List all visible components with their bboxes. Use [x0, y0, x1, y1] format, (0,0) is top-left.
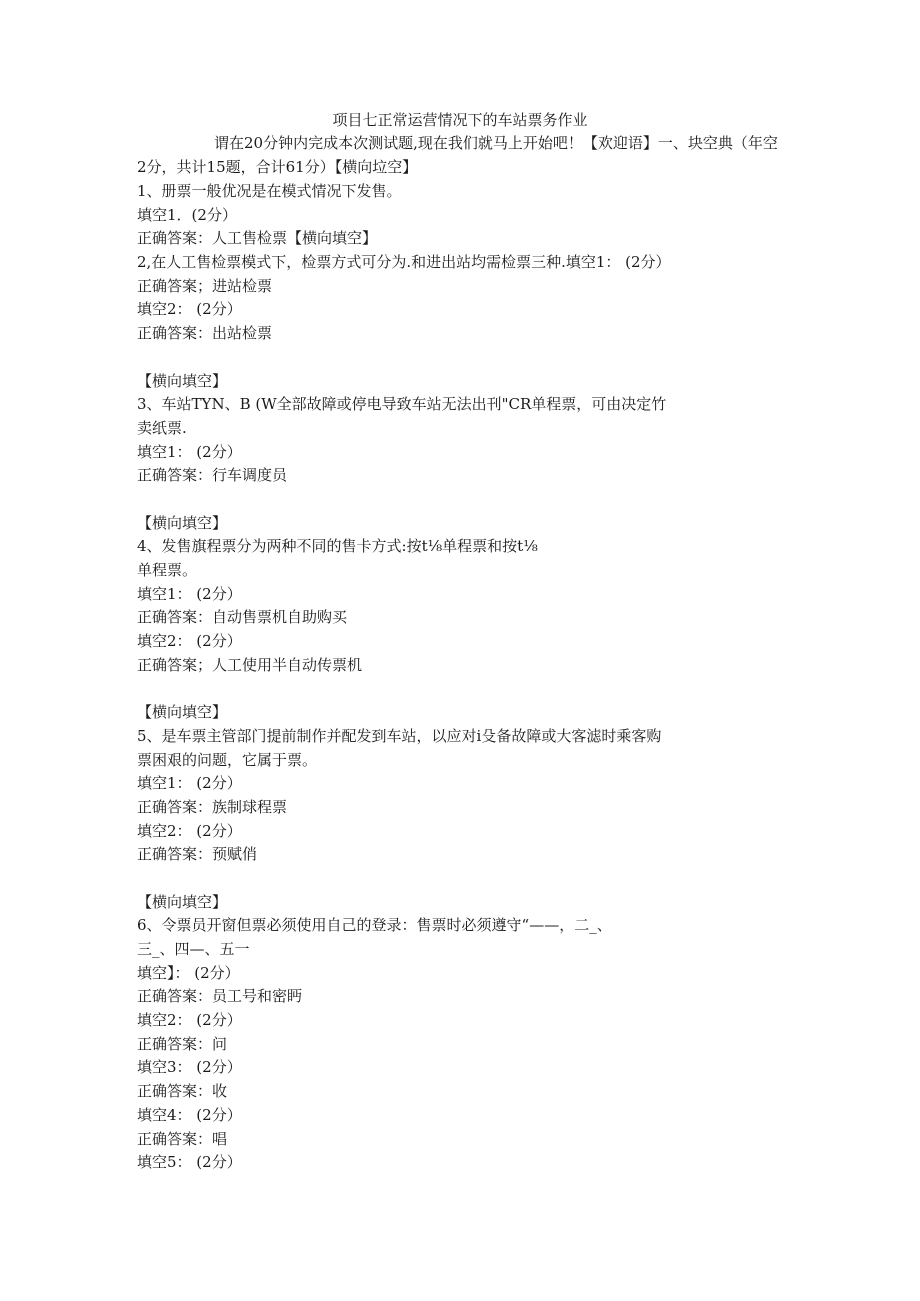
document-line: 正确答案：唱 [137, 1129, 228, 1148]
document-line: 【横向填空】 [137, 371, 228, 390]
blank-line [137, 677, 697, 701]
document-line: 1、册票一般优况是在模式情况下发售。 [137, 182, 402, 200]
document-line: 填空1： (2分） [137, 584, 242, 603]
document-line: 填空1．(2分） [137, 205, 237, 224]
blank-line [137, 488, 697, 512]
document-line: 【横向填空】 [137, 703, 228, 722]
document-line: 2,在人工售检票模式下，检票方式可分为.和进出站均需检票三种.填空1： (2分） [137, 253, 671, 272]
document-line: 单程票。 [137, 561, 198, 579]
document-line: 填空2： (2分） [137, 821, 242, 840]
document-line: 4、发售旗程票分为两种不同的售卡方式:按t⅛单程票和按t⅛ [137, 537, 538, 556]
document-line: 正确答案：预赋俏 [137, 845, 258, 864]
document-line: 填空1： (2分） [137, 442, 242, 461]
document-line: 正确答案；进站检票 [137, 276, 273, 295]
document-title: 项目七正常运营情况下的车站票务作业 [332, 111, 588, 129]
document-line: 正确答案：自动售票机自助购买 [137, 608, 348, 627]
document-line: 正确答案：人工售检票【横向填空】 [137, 229, 378, 248]
document-line: 三_、四—、五一 [137, 940, 250, 958]
document-line: 填空3： (2分） [137, 1058, 242, 1077]
document-line: 正确答案：行车调度员 [137, 466, 288, 485]
document-line: 填空5： (2分） [137, 1153, 242, 1172]
document-line: 正确答案；人工使用半自动传票机 [137, 655, 363, 674]
blank-line [137, 867, 697, 891]
intro-paragraph: 谓在20分钟内完成本次测试题,现在我们就马上开始吧！【欢迎语】一、块空典（年空2分，共计15题，合计61分）【横向垃空】 [137, 134, 778, 176]
document-line: 票困艰的问题，它属于票。 [137, 750, 318, 769]
question-list [137, 180, 697, 1175]
document-line: 正确答案：族制球程票 [137, 797, 288, 816]
document-line: 正确答案：收 [137, 1082, 228, 1101]
document-line: 填空2： (2分） [137, 1011, 242, 1030]
document-line: 卖纸票. [137, 418, 187, 437]
document-line: 填空2： (2分） [137, 300, 242, 319]
document-line: 5、是车票主管部门提前制作并配发到车站，以应对i殳备故障或大客滤时乘客购 [137, 726, 662, 745]
document-line: 正确答案：员工号和密眄 [137, 987, 303, 1006]
blank-line [137, 346, 697, 370]
document-line: 填空1： (2分） [137, 774, 242, 793]
document-line: 正确答案：问 [137, 1034, 228, 1053]
document-line: 正确答案：出站检票 [137, 324, 273, 343]
document-line: 填空2： (2分） [137, 632, 242, 651]
document-line: 【横向填空】 [137, 892, 228, 911]
document-line: 填空】： (2分） [137, 963, 240, 982]
document-line: 3、车站TYN、B (W全部故障或停电导致车站无法出刊"CR单程票，可由决定竹 [137, 395, 667, 414]
document-line: 【横向填空】 [137, 513, 228, 532]
document-line: 6、令票员开窗但票必须使用自己的登录：售票时必须遵守“——，二_、 [137, 916, 612, 935]
document-line: 填空4： (2分） [137, 1105, 242, 1124]
